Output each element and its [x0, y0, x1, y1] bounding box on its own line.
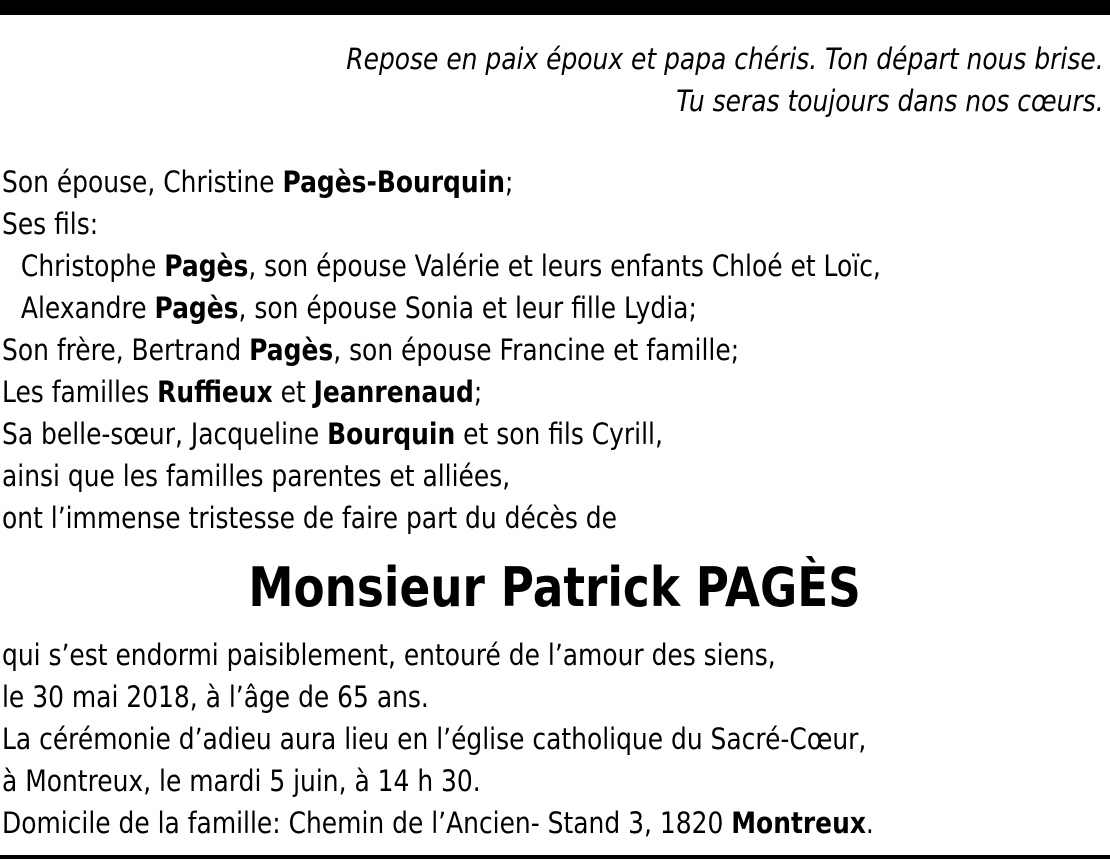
- family-list: [2, 161, 881, 539]
- family-line-son-1: Christophe Pagès, son épouse Valérie et leurs enfants Chloé et Loïc,: [20, 249, 881, 283]
- family-surname: Pagès: [154, 291, 239, 325]
- family-line-announcement: ont l’immense tristesse de faire part du décès de: [2, 501, 617, 535]
- family-surname: Pagès: [249, 333, 334, 367]
- top-border-rule: [0, 0, 1110, 15]
- ceremony-details: [2, 634, 874, 844]
- family-surname: Pagès: [164, 249, 249, 283]
- bottom-border-rule: [0, 855, 1110, 859]
- epitaph-line: Repose en paix époux et papa chéris. Ton départ nous brise.: [346, 42, 1104, 76]
- family-line-relatives: ainsi que les familles parentes et alliées,: [2, 459, 511, 493]
- family-line-sons-heading: Ses fils:: [2, 207, 99, 241]
- details-line-address: Domicile de la famille: Chemin de l’Ancien- Stand 3, 1820 Montreux.: [2, 806, 874, 840]
- deceased-name: Monsieur Patrick PAGÈS: [248, 556, 862, 619]
- deceased-name-heading: [0, 552, 1110, 624]
- family-line-son-2: Alexandre Pagès, son épouse Sonia et leur fille Lydia;: [20, 291, 697, 325]
- family-surname: Pagès-Bourquin: [282, 165, 505, 199]
- family-line-brother: Son frère, Bertrand Pagès, son épouse Francine et famille;: [2, 333, 740, 367]
- family-line-families: Les familles Ruffieux et Jeanrenaud;: [2, 375, 483, 409]
- details-line: à Montreux, le mardi 5 juin, à 14 h 30.: [2, 764, 481, 798]
- family-line-spouse: Son épouse, Christine Pagès-Bourquin;: [2, 165, 514, 199]
- details-line: La cérémonie d’adieu aura lieu en l’église catholique du Sacré-Cœur,: [2, 722, 867, 756]
- details-line: qui s’est endormi paisiblement, entouré de l’amour des siens,: [2, 638, 776, 672]
- family-surname: Jeanrenaud: [313, 375, 474, 409]
- epitaph-quote: [347, 38, 1104, 122]
- epitaph-line: Tu seras toujours dans nos cœurs.: [676, 84, 1104, 118]
- town-name: Montreux: [731, 806, 866, 840]
- details-line: le 30 mai 2018, à l’âge de 65 ans.: [2, 680, 429, 714]
- family-surname: Ruffieux: [157, 375, 273, 409]
- family-surname: Bourquin: [327, 417, 456, 451]
- family-line-sister-in-law: Sa belle-sœur, Jacqueline Bourquin et son fils Cyrill,: [2, 417, 663, 451]
